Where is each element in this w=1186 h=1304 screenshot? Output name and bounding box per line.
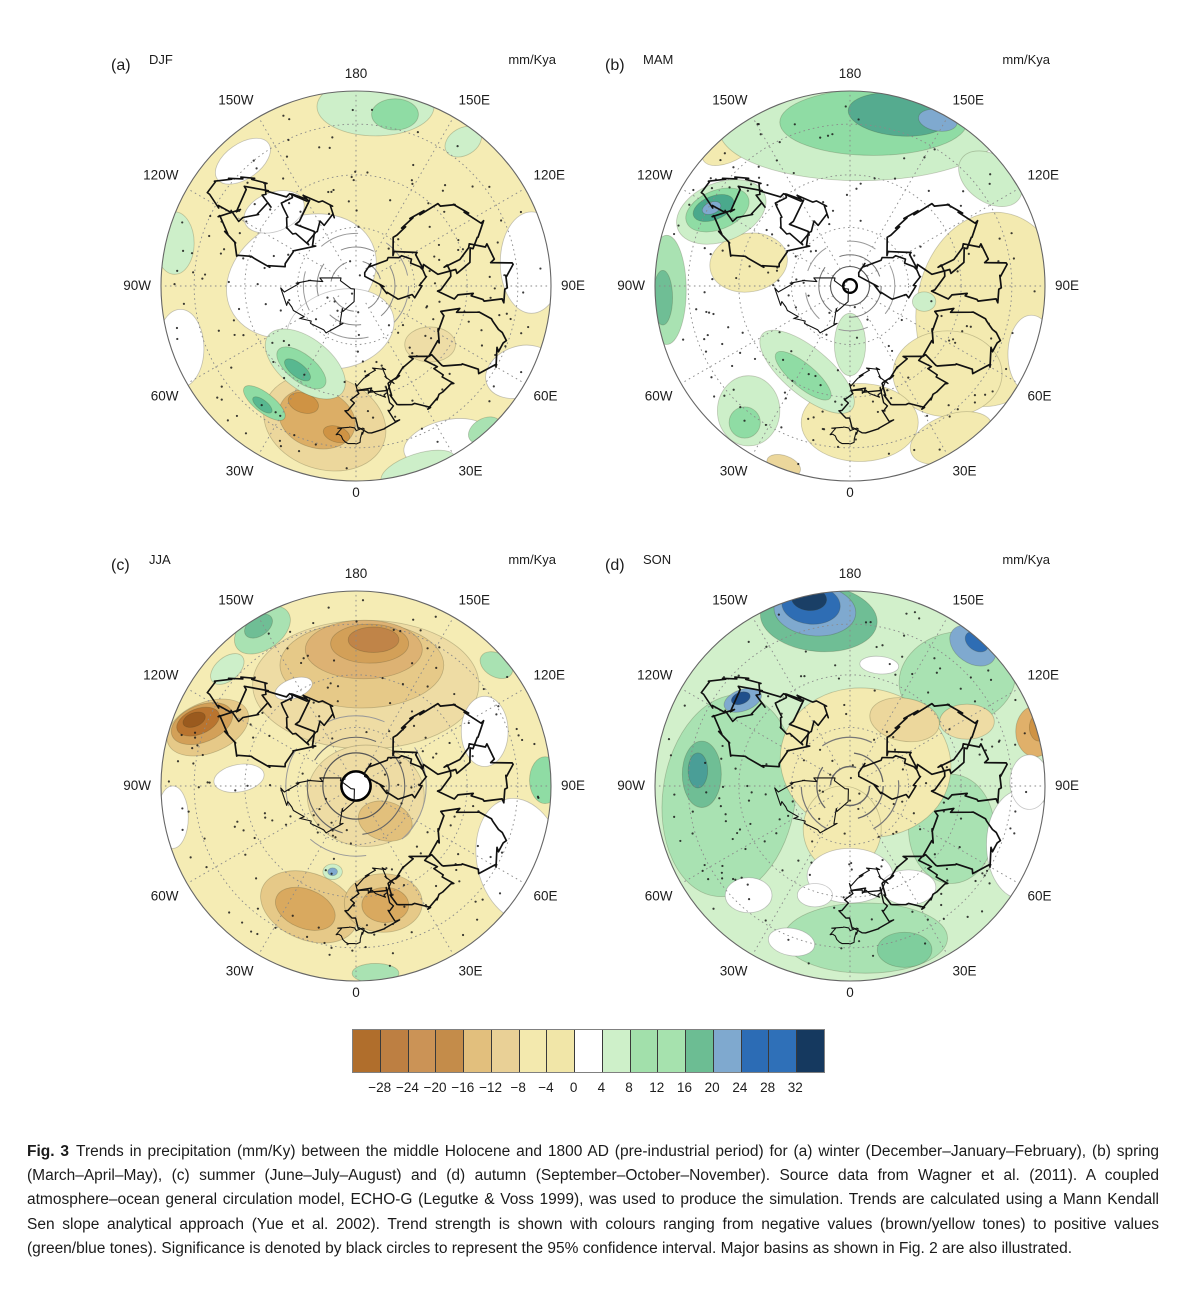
longitude-label: 150W bbox=[712, 92, 748, 108]
colorbar-cell bbox=[657, 1030, 685, 1072]
colorbar-cell bbox=[435, 1030, 463, 1072]
longitude-label: 60W bbox=[150, 388, 179, 404]
longitude-label: 0 bbox=[846, 985, 854, 1000]
colorbar-tick-label: −28 bbox=[368, 1080, 392, 1095]
longitude-label: 90W bbox=[617, 778, 645, 793]
colorbar-cell bbox=[353, 1030, 380, 1072]
panel-id-label-c: (c) bbox=[111, 557, 130, 574]
polar-map-c bbox=[86, 536, 626, 1036]
panel-id-label-a: (a) bbox=[111, 57, 131, 74]
longitude-label: 60E bbox=[533, 888, 558, 904]
longitude-label: 90E bbox=[561, 778, 586, 793]
longitude-label: 30W bbox=[225, 963, 254, 979]
longitude-label: 150E bbox=[952, 592, 985, 608]
colorbar bbox=[352, 1029, 825, 1073]
longitude-label: 180 bbox=[344, 566, 368, 581]
colorbar-cell bbox=[741, 1030, 769, 1072]
longitude-label: 120W bbox=[143, 667, 179, 683]
longitude-label: 180 bbox=[838, 66, 862, 81]
colorbar-tick-label: 20 bbox=[704, 1080, 720, 1095]
longitude-label: 120E bbox=[1027, 667, 1060, 683]
longitude-label: 90E bbox=[1055, 778, 1080, 793]
panel-id-label-d: (d) bbox=[605, 557, 625, 574]
longitude-label: 150W bbox=[218, 592, 254, 608]
longitude-label: 60W bbox=[644, 388, 673, 404]
longitude-label: 60E bbox=[533, 388, 558, 404]
colorbar-tick-label: −4 bbox=[538, 1080, 554, 1095]
polar-map-a bbox=[86, 36, 626, 536]
longitude-label: 150W bbox=[712, 592, 748, 608]
longitude-label: 120W bbox=[637, 167, 673, 183]
longitude-label: 120E bbox=[533, 167, 566, 183]
colorbar-tick-label: −12 bbox=[479, 1080, 502, 1095]
panel-season-label-c: JJA bbox=[149, 552, 171, 567]
longitude-label: 30E bbox=[952, 963, 977, 979]
colorbar-tick-label: 8 bbox=[625, 1080, 633, 1095]
colorbar-cell bbox=[408, 1030, 436, 1072]
longitude-label: 60W bbox=[644, 888, 673, 904]
colorbar-tick-label: 4 bbox=[597, 1080, 606, 1095]
longitude-label: 60W bbox=[150, 888, 179, 904]
longitude-label: 0 bbox=[352, 485, 360, 500]
colorbar-cell bbox=[463, 1030, 491, 1072]
longitude-label: 90E bbox=[1055, 278, 1080, 293]
colorbar-cell bbox=[602, 1030, 630, 1072]
colorbar-tick-label: 12 bbox=[649, 1080, 665, 1095]
colorbar-tick-label: 32 bbox=[787, 1080, 803, 1095]
panel-season-label-a: DJF bbox=[149, 52, 173, 67]
colorbar-cell bbox=[380, 1030, 408, 1072]
longitude-label: 90W bbox=[123, 778, 151, 793]
longitude-label: 180 bbox=[344, 66, 368, 81]
figure-caption bbox=[27, 1140, 1159, 1261]
colorbar-tick-label: 24 bbox=[732, 1080, 748, 1095]
colorbar-cell bbox=[574, 1030, 602, 1072]
polar-map-d bbox=[580, 536, 1120, 1036]
longitude-label: 120W bbox=[637, 667, 673, 683]
longitude-label: 150W bbox=[218, 92, 254, 108]
longitude-label: 0 bbox=[352, 985, 360, 1000]
longitude-label: 60E bbox=[1027, 888, 1052, 904]
colorbar-cell bbox=[796, 1030, 824, 1072]
longitude-label: 120E bbox=[1027, 167, 1060, 183]
colorbar-cell bbox=[685, 1030, 713, 1072]
longitude-label: 150E bbox=[458, 592, 491, 608]
longitude-label: 180 bbox=[838, 566, 862, 581]
longitude-label: 150E bbox=[458, 92, 491, 108]
longitude-label: 30E bbox=[458, 963, 483, 979]
caption-text: Trends in precipitation (mm/Ky) between the middle Holocene and 1800 AD (pre-industrial period) for (a) winter (December–January–February), (b) spring (March–April–May), (c) summer (June–July–August) and (d) autumn (September–October–November). Source data from Wagner et al. (2011). A coupled atmosphere–ocean general circulation model, ECHO-G (Legutke & Voss 1999), was used to produce the simulation. Trends are calculated using a Mann Kendall Sen slope analytical approach (Yue et al. 2002). Trend strength is shown with colours ranging from negative values (brown/yellow tones) to positive values (green/blue tones). Significance is denoted by black circles to represent the 95% confidence interval. Major basins as shown in Fig. 2 are also illustrated. bbox=[27, 1143, 1159, 1257]
longitude-label: 90E bbox=[561, 278, 586, 293]
longitude-label: 0 bbox=[846, 485, 854, 500]
longitude-label: 120W bbox=[143, 167, 179, 183]
panel-unit-label-b: mm/Kya bbox=[1002, 52, 1050, 67]
panel-season-label-b: MAM bbox=[643, 52, 674, 67]
colorbar-cell bbox=[713, 1030, 741, 1072]
longitude-label: 30E bbox=[458, 463, 483, 479]
panel-season-label-d: SON bbox=[643, 552, 672, 567]
longitude-label: 30W bbox=[719, 463, 748, 479]
colorbar-tick-labels bbox=[352, 1080, 825, 1100]
colorbar-tick-label: 0 bbox=[569, 1080, 578, 1095]
colorbar-tick-label: −16 bbox=[451, 1080, 475, 1095]
longitude-label: 90W bbox=[617, 278, 645, 293]
longitude-label: 120E bbox=[533, 667, 566, 683]
panel-id-label-b: (b) bbox=[605, 57, 625, 74]
colorbar-cell bbox=[546, 1030, 574, 1072]
longitude-label: 30W bbox=[719, 963, 748, 979]
panel-unit-label-a: mm/Kya bbox=[508, 52, 556, 67]
longitude-label: 60E bbox=[1027, 388, 1052, 404]
colorbar-tick-label: 28 bbox=[760, 1080, 776, 1095]
longitude-label: 90W bbox=[123, 278, 151, 293]
longitude-label: 150E bbox=[952, 92, 985, 108]
colorbar-cell bbox=[519, 1030, 547, 1072]
caption-figure-label: Fig. 3 bbox=[27, 1143, 70, 1160]
panel-unit-label-c: mm/Kya bbox=[508, 552, 556, 567]
colorbar-tick-label: −20 bbox=[423, 1080, 447, 1095]
colorbar-tick-label: −8 bbox=[510, 1080, 526, 1095]
colorbar-cell bbox=[491, 1030, 519, 1072]
colorbar-tick-label: 16 bbox=[676, 1080, 692, 1095]
longitude-label: 30W bbox=[225, 463, 254, 479]
panel-unit-label-d: mm/Kya bbox=[1002, 552, 1050, 567]
colorbar-cell bbox=[630, 1030, 658, 1072]
colorbar-cell bbox=[768, 1030, 796, 1072]
polar-map-b bbox=[580, 36, 1120, 536]
longitude-label: 30E bbox=[952, 463, 977, 479]
colorbar-tick-label: −24 bbox=[395, 1080, 419, 1095]
